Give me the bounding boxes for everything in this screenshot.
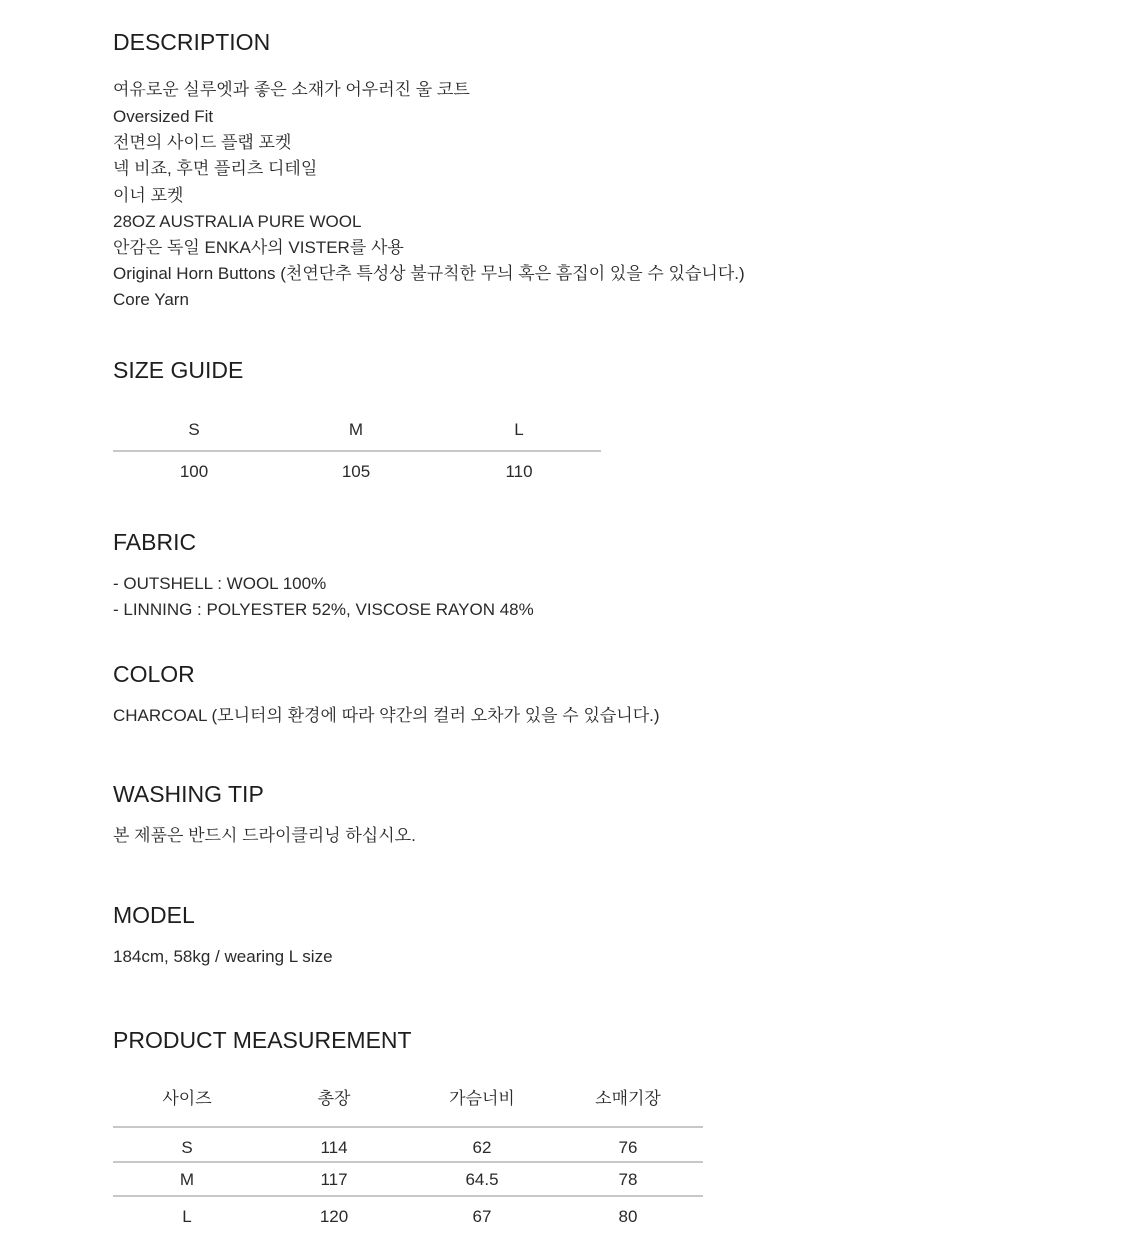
section-title-model: MODEL — [113, 902, 195, 928]
description-line: Core Yarn — [113, 290, 189, 309]
section-title-description: DESCRIPTION — [113, 29, 271, 55]
section-title-washing-tip: WASHING TIP — [113, 781, 264, 807]
measurement-cell: 78 — [618, 1170, 638, 1189]
measurement-cell: S — [181, 1138, 193, 1157]
description-line: Original Horn Buttons (천연단추 특성상 불규칙한 무늬 혹은 흠집이 있을 수 있습니다.) — [113, 264, 745, 283]
measurement-cell: 64.5 — [465, 1170, 499, 1189]
model-text: 184cm, 58kg / wearing L size — [113, 947, 333, 966]
fabric-line: - LINNING : POLYESTER 52%, VISCOSE RAYON 48% — [113, 600, 534, 619]
description-line: 28OZ AUSTRALIA PURE WOOL — [113, 212, 362, 231]
measurement-cell: M — [179, 1170, 195, 1189]
description-line: 넥 비죠, 후면 플리츠 디테일 — [113, 159, 318, 178]
description-line: 이너 포켓 — [113, 186, 184, 205]
measurement-cell: 76 — [618, 1138, 638, 1157]
measurement-divider — [113, 1161, 703, 1163]
size-guide-header: S — [188, 420, 200, 439]
size-guide-value: 105 — [341, 462, 371, 481]
measurement-divider — [113, 1126, 703, 1128]
measurement-cell: 67 — [472, 1207, 492, 1226]
measurement-cell: 117 — [320, 1170, 348, 1189]
section-title-fabric: FABRIC — [113, 529, 197, 555]
measurement-cell: 120 — [319, 1207, 349, 1226]
size-guide-value: 110 — [505, 462, 533, 481]
measurement-header: 사이즈 — [162, 1089, 212, 1108]
measurement-divider — [113, 1195, 703, 1197]
description-line: 안감은 독일 ENKA사의 VISTER를 사용 — [113, 238, 404, 257]
size-guide-header: L — [514, 420, 524, 439]
section-title-product-measurement: PRODUCT MEASUREMENT — [113, 1027, 412, 1053]
description-line: 여유로운 실루엣과 좋은 소재가 어우러진 울 코트 — [113, 80, 470, 99]
measurement-header: 소매기장 — [595, 1089, 661, 1108]
measurement-cell: 114 — [320, 1138, 348, 1157]
measurement-header: 가슴너비 — [449, 1089, 515, 1108]
measurement-cell: L — [182, 1207, 192, 1226]
measurement-cell: 62 — [472, 1138, 492, 1157]
size-guide-value: 100 — [179, 462, 209, 481]
size-guide-header: M — [348, 420, 364, 439]
measurement-header: 총장 — [317, 1089, 351, 1108]
color-text: CHARCOAL (모니터의 환경에 따라 약간의 컬러 오차가 있을 수 있습니다.) — [113, 706, 660, 725]
description-line: Oversized Fit — [113, 107, 214, 126]
section-title-size-guide: SIZE GUIDE — [113, 357, 244, 383]
measurement-cell: 80 — [618, 1207, 638, 1226]
size-guide-divider — [113, 450, 601, 452]
section-title-color: COLOR — [113, 661, 195, 687]
washing-text: 본 제품은 반드시 드라이클리닝 하십시오. — [113, 826, 416, 845]
description-line: 전면의 사이드 플랩 포켓 — [113, 133, 292, 152]
fabric-line: - OUTSHELL : WOOL 100% — [113, 574, 327, 593]
